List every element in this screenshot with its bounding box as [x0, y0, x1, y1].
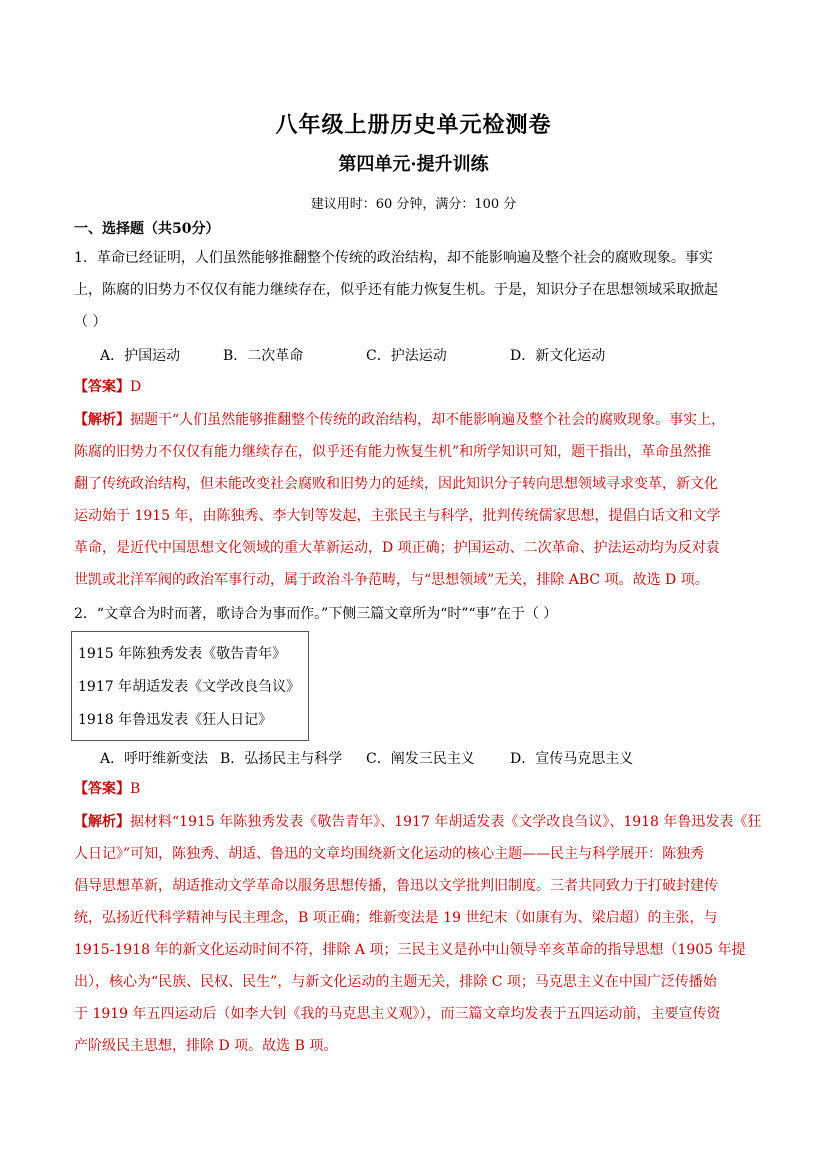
q2-source-line: 1918 年鲁迅发表《狂人日记》 — [78, 712, 273, 728]
q2-analysis-line: 出），核心为“民族、民权、民生”，与新文化运动的主题无关，排除 C 项；马克思主义在中国广泛传播始 — [74, 974, 717, 990]
page-subtitle: 第四单元·提升训练 — [338, 154, 489, 175]
q1-stem-line: （ ） — [74, 314, 107, 330]
q2-analysis-line: 倡导思想革新，胡适推动文学革命以服务思想传播，鲁迅以文学批判旧制度。三者共同致力于打破封建传 — [74, 878, 718, 894]
q1-answer — [74, 371, 764, 403]
q2-stem: 2．“文章合为时而著，歌诗合为事而作。”下侧三篇文章所为“时”“事”在于（ ） — [74, 606, 558, 622]
q1-options — [100, 345, 660, 365]
q1-stem-line: 上，陈腐的旧势力不仅仅有能力继续存在，似乎还有能力恢复生机。于是，知识分子在思想领域采取掀起 — [74, 282, 718, 298]
time-note: 建议用时：60 分钟，满分：100 分 — [310, 197, 517, 212]
q2-analysis-line: 人日记》”可知，陈独秀、胡适、鲁迅的文章均围绕新文化运动的核心主题——民主与科学展开：陈独秀 — [74, 846, 705, 862]
q2-source-line: 1917 年胡适发表《文学改良刍议》 — [78, 679, 301, 695]
q1-stem-line: 1．革命已经证明，人们虽然能够推翻整个传统的政治结构，却不能影响遍及整个社会的腐败现象。事实 — [74, 250, 713, 266]
q2-option-a: A．呼吁维新变法 — [100, 751, 209, 767]
section-heading: 一、选择题（共50分） — [74, 221, 220, 237]
q1-analysis-line: 陈腐的旧势力不仅仅有能力继续存在，似乎还有能力恢复生机”和所学知识可知，题干指出，革命虽然推 — [74, 444, 712, 460]
q1-analysis-line: 运动始于 1915 年，由陈独秀、李大钊等发起，主张民主与科学，批判传统儒家思想，提倡白话文和文学 — [74, 508, 721, 524]
q1-answer-value: D — [130, 379, 142, 395]
q2-analysis-line — [74, 806, 764, 838]
q2-answer-label: 【答案】 — [74, 781, 130, 797]
q2-options — [100, 748, 660, 768]
q2-source-box — [71, 631, 309, 741]
q1-option-c: C．护法运动 — [366, 348, 447, 364]
q2-analysis-line: 1915-1918 年的新文化运动时间不符，排除 A 项；三民主义是孙中山领导辛亥革命的指导思想（1905 年提 — [74, 942, 746, 958]
q2-analysis-label: 【解析】 — [74, 814, 130, 830]
q2-answer-value: B — [130, 781, 141, 797]
q1-analysis-line: 世凯或北洋军阀的政治军事行动，属于政治斗争范畴，与“思想领域”无关，排除 ABC 项。故选 D 项。 — [74, 572, 709, 588]
q2-analysis-line: 统，弘扬近代科学精神与民主理念，B 项正确；维新变法是 19 世纪末（如康有为、梁启超）的主张，与 — [74, 910, 718, 926]
q1-analysis-line: 革命，是近代中国思想文化领域的重大革新运动，D 项正确；护国运动、二次革命、护法运动均为反对袁 — [74, 540, 720, 556]
q1-option-b: B．二次革命 — [223, 348, 304, 364]
q2-answer — [74, 773, 764, 805]
q2-option-c: C．阐发三民主义 — [366, 751, 475, 767]
q1-option-d: D．新文化运动 — [510, 348, 606, 364]
q1-answer-label: 【答案】 — [74, 379, 130, 395]
q1-analysis-line — [74, 404, 764, 436]
q2-analysis-line: 于 1919 年五四运动后（如李大钊《我的马克思主义观》），而三篇文章均发表于五四运动前，主要宣传资 — [74, 1006, 721, 1022]
q1-analysis-line: 翻了传统政治结构，但未能改变社会腐败和旧势力的延续，因此知识分子转向思想领域寻求变革，新文化 — [74, 476, 718, 492]
q2-option-b: B．弘扬民主与科学 — [220, 751, 343, 767]
q2-option-d: D．宣传马克思主义 — [510, 751, 634, 767]
q1-analysis-text: 据题干“人们虽然能够推翻整个传统的政治结构，却不能影响遍及整个社会的腐败现象。事实上， — [130, 412, 726, 428]
q2-source-line: 1915 年陈独秀发表《敬告青年》 — [78, 646, 287, 662]
q1-analysis-label: 【解析】 — [74, 412, 130, 428]
page-title: 八年级上册历史单元检测卷 — [275, 112, 552, 138]
q1-option-a: A．护国运动 — [100, 348, 181, 364]
q2-analysis-line: 产阶级民主思想，排除 D 项。故选 B 项。 — [74, 1038, 338, 1054]
q2-analysis-text: 据材料“1915 年陈独秀发表《敬告青年》、1917 年胡适发表《文学改良刍议》、1918 年鲁迅发表《狂 — [130, 814, 762, 830]
